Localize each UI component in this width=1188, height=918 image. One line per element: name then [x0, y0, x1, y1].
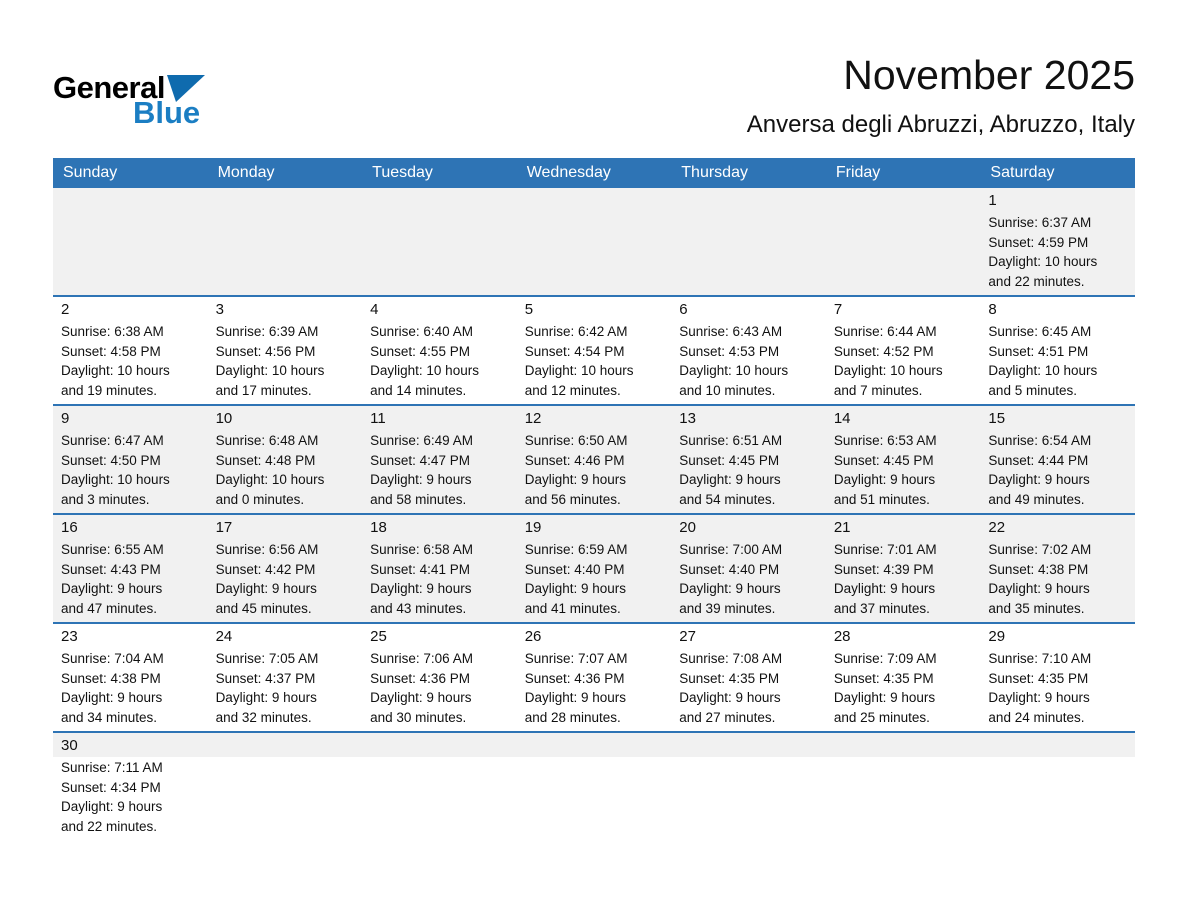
sunrise-line: Sunrise: 6:45 AM: [988, 324, 1092, 339]
daylight-line: Daylight: 10 hours: [61, 472, 170, 487]
weekday-header-cell: Sunday: [63, 164, 118, 181]
sunrise-line: Sunrise: 6:50 AM: [524, 433, 628, 448]
daylight-minutes-line: and 39 minutes.: [679, 600, 776, 616]
sunrise-line: Sunrise: 6:58 AM: [370, 542, 473, 557]
sunset-line: Sunset: 4:34 PM: [61, 779, 161, 795]
empty-day-cell: [53, 188, 208, 295]
daylight-minutes-line: and 47 minutes.: [61, 600, 158, 616]
daylight-line: Daylight: 9 hours: [524, 690, 627, 705]
sunset-line: Sunset: 4:35 PM: [679, 670, 780, 686]
sunrise-line: Sunrise: 7:07 AM: [524, 651, 628, 666]
day-cell: [208, 515, 363, 622]
empty-day-cell: [671, 188, 826, 295]
weekday-header-cell: Saturday: [990, 164, 1055, 181]
sunrise-line: Sunrise: 6:40 AM: [370, 324, 473, 339]
day-cell: [671, 515, 826, 622]
daylight-line: Daylight: 9 hours: [61, 690, 163, 705]
day-cell: [362, 406, 517, 513]
sunrise-line: Sunrise: 6:44 AM: [833, 324, 937, 339]
sunset-line: Sunset: 4:35 PM: [988, 670, 1089, 686]
daylight-line: Daylight: 10 hours: [215, 363, 325, 378]
daylight-minutes-line: and 5 minutes.: [988, 382, 1077, 398]
page-header: [53, 0, 1135, 158]
sunrise-line: Sunrise: 7:11 AM: [61, 760, 163, 775]
sunset-line: Sunset: 4:45 PM: [679, 452, 780, 468]
daylight-line: Daylight: 10 hours: [988, 363, 1098, 378]
sunrise-line: Sunrise: 7:01 AM: [833, 542, 937, 557]
sunset-line: Sunset: 4:38 PM: [61, 670, 161, 686]
sunrise-line: Sunrise: 6:55 AM: [61, 542, 164, 557]
day-cell: [362, 297, 517, 404]
day-cell: [980, 406, 1135, 513]
sunrise-line: Sunrise: 6:48 AM: [215, 433, 319, 448]
daylight-line: Daylight: 10 hours: [988, 254, 1098, 269]
sunrise-line: Sunrise: 6:47 AM: [61, 433, 164, 448]
sunset-line: Sunset: 4:44 PM: [988, 452, 1089, 468]
day-cell: [53, 733, 208, 853]
daylight-line: Daylight: 9 hours: [370, 581, 472, 596]
daylight-line: Daylight: 9 hours: [679, 472, 781, 487]
day-number: 3: [215, 301, 224, 318]
daylight-line: Daylight: 10 hours: [61, 363, 170, 378]
sunset-line: Sunset: 4:39 PM: [833, 561, 934, 577]
daylight-minutes-line: and 56 minutes.: [524, 491, 621, 507]
sunset-line: Sunset: 4:42 PM: [215, 561, 316, 577]
day-number: 19: [524, 519, 542, 536]
day-cell: [517, 406, 672, 513]
daylight-line: Daylight: 9 hours: [988, 472, 1090, 487]
daylight-minutes-line: and 3 minutes.: [61, 491, 150, 507]
daylight-line: Daylight: 9 hours: [833, 581, 936, 596]
day-number: 13: [679, 410, 696, 427]
calendar-grid: [53, 158, 1135, 853]
day-cell: [53, 406, 208, 513]
sunrise-line: Sunrise: 7:05 AM: [215, 651, 319, 666]
daylight-line: Daylight: 9 hours: [679, 690, 781, 705]
daylight-line: Daylight: 10 hours: [370, 363, 479, 378]
day-number: 30: [61, 737, 78, 754]
day-cell: [53, 515, 208, 622]
daylight-line: Daylight: 9 hours: [833, 690, 936, 705]
day-cell: [980, 188, 1135, 295]
day-number: 20: [679, 519, 696, 536]
sunset-line: Sunset: 4:36 PM: [524, 670, 625, 686]
day-number: 8: [988, 301, 997, 318]
sunrise-line: Sunrise: 6:49 AM: [370, 433, 473, 448]
day-cell: [826, 297, 981, 404]
day-number: 11: [370, 410, 386, 427]
daylight-minutes-line: and 58 minutes.: [370, 491, 467, 507]
daylight-minutes-line: and 37 minutes.: [833, 600, 930, 616]
empty-day-cell: [517, 733, 672, 853]
sunrise-line: Sunrise: 6:59 AM: [524, 542, 628, 557]
sunset-line: Sunset: 4:55 PM: [370, 343, 470, 359]
empty-day-cell: [517, 188, 672, 295]
daylight-minutes-line: and 30 minutes.: [370, 709, 467, 725]
day-number: 26: [524, 628, 542, 645]
sunrise-line: Sunrise: 6:37 AM: [988, 215, 1092, 230]
sunrise-line: Sunrise: 6:39 AM: [215, 324, 319, 339]
day-number: 1: [988, 192, 997, 209]
sunrise-line: Sunrise: 7:10 AM: [988, 651, 1092, 666]
daylight-line: Daylight: 9 hours: [370, 472, 472, 487]
sunrise-line: Sunrise: 7:08 AM: [679, 651, 783, 666]
day-cell: [671, 624, 826, 731]
day-number: 10: [215, 410, 233, 427]
daylight-minutes-line: and 27 minutes.: [679, 709, 776, 725]
sunrise-line: Sunrise: 6:43 AM: [679, 324, 783, 339]
daylight-line: Daylight: 9 hours: [61, 799, 163, 814]
day-cell: [671, 406, 826, 513]
daylight-minutes-line: and 22 minutes.: [61, 818, 158, 834]
daylight-minutes-line: and 51 minutes.: [833, 491, 930, 507]
daylight-line: Daylight: 9 hours: [215, 690, 317, 705]
daylight-minutes-line: and 54 minutes.: [679, 491, 776, 507]
sunrise-line: Sunrise: 6:53 AM: [833, 433, 937, 448]
day-cell: [826, 406, 981, 513]
empty-day-cell: [208, 733, 363, 853]
sunset-line: Sunset: 4:53 PM: [679, 343, 780, 359]
daylight-line: Daylight: 9 hours: [988, 581, 1090, 596]
sunrise-line: Sunrise: 6:54 AM: [988, 433, 1092, 448]
weekday-header-cell: Thursday: [681, 164, 748, 181]
day-number: 24: [215, 628, 233, 645]
sunset-line: Sunset: 4:41 PM: [370, 561, 470, 577]
empty-day-cell: [980, 733, 1135, 853]
daylight-line: Daylight: 10 hours: [215, 472, 325, 487]
day-number: 29: [988, 628, 1006, 645]
weekday-header-cell: Monday: [217, 164, 275, 181]
sunset-line: Sunset: 4:52 PM: [833, 343, 934, 359]
day-number: 2: [61, 301, 70, 318]
sunset-line: Sunset: 4:40 PM: [679, 561, 780, 577]
daylight-minutes-line: and 25 minutes.: [833, 709, 930, 725]
daylight-minutes-line: and 17 minutes.: [215, 382, 312, 398]
day-number: 22: [988, 519, 1006, 536]
day-number: 21: [833, 519, 851, 536]
week-row: [53, 731, 1135, 853]
day-cell: [517, 515, 672, 622]
page-title: November 2025: [843, 52, 1135, 98]
sunset-line: Sunset: 4:37 PM: [215, 670, 316, 686]
daylight-minutes-line: and 10 minutes.: [679, 382, 776, 398]
day-number: 7: [833, 301, 843, 318]
week-row: [53, 188, 1135, 295]
sunset-line: Sunset: 4:56 PM: [215, 343, 316, 359]
sunset-line: Sunset: 4:45 PM: [833, 452, 934, 468]
day-number: 25: [370, 628, 387, 645]
weekday-header-cell: Tuesday: [372, 164, 433, 181]
day-cell: [671, 297, 826, 404]
weeks-container: [53, 188, 1135, 853]
daylight-minutes-line: and 24 minutes.: [988, 709, 1085, 725]
sunrise-line: Sunrise: 7:02 AM: [988, 542, 1092, 557]
sunrise-line: Sunrise: 6:51 AM: [679, 433, 783, 448]
sunrise-line: Sunrise: 7:04 AM: [61, 651, 164, 666]
day-cell: [980, 515, 1135, 622]
day-number: 4: [370, 301, 379, 318]
empty-day-cell: [362, 188, 517, 295]
sunrise-line: Sunrise: 6:56 AM: [215, 542, 319, 557]
day-number: 17: [215, 519, 233, 536]
daylight-minutes-line: and 14 minutes.: [370, 382, 467, 398]
daylight-minutes-line: and 34 minutes.: [61, 709, 158, 725]
day-cell: [517, 297, 672, 404]
daylight-minutes-line: and 19 minutes.: [61, 382, 158, 398]
daylight-line: Daylight: 9 hours: [61, 581, 163, 596]
day-number: 15: [988, 410, 1006, 427]
sunrise-line: Sunrise: 7:00 AM: [679, 542, 783, 557]
sunset-line: Sunset: 4:48 PM: [215, 452, 316, 468]
day-cell: [53, 297, 208, 404]
daylight-minutes-line: and 7 minutes.: [833, 382, 923, 398]
sunset-line: Sunset: 4:46 PM: [524, 452, 625, 468]
empty-day-cell: [826, 733, 981, 853]
daylight-line: Daylight: 9 hours: [215, 581, 317, 596]
sunset-line: Sunset: 4:59 PM: [988, 234, 1089, 250]
day-number: 9: [61, 410, 70, 427]
daylight-line: Daylight: 9 hours: [524, 581, 627, 596]
day-number: 27: [679, 628, 696, 645]
sunrise-line: Sunrise: 6:42 AM: [524, 324, 628, 339]
week-row: [53, 295, 1135, 404]
sunset-line: Sunset: 4:40 PM: [524, 561, 625, 577]
title-block: [747, 54, 1135, 139]
sunrise-line: Sunrise: 6:38 AM: [61, 324, 164, 339]
daylight-line: Daylight: 9 hours: [679, 581, 781, 596]
sunset-line: Sunset: 4:50 PM: [61, 452, 161, 468]
daylight-line: Daylight: 10 hours: [524, 363, 634, 378]
sunset-line: Sunset: 4:43 PM: [61, 561, 161, 577]
day-number: 18: [370, 519, 387, 536]
daylight-minutes-line: and 49 minutes.: [988, 491, 1085, 507]
empty-day-cell: [362, 733, 517, 853]
weekday-header-cell: Friday: [835, 164, 881, 181]
sunset-line: Sunset: 4:36 PM: [370, 670, 470, 686]
sunset-line: Sunset: 4:38 PM: [988, 561, 1089, 577]
day-cell: [980, 297, 1135, 404]
day-number: 16: [61, 519, 78, 536]
day-cell: [362, 515, 517, 622]
weekday-header-row: [53, 158, 1135, 188]
day-number: 23: [61, 628, 78, 645]
empty-day-cell: [826, 188, 981, 295]
sunset-line: Sunset: 4:58 PM: [61, 343, 161, 359]
day-number: 12: [524, 410, 542, 427]
daylight-line: Daylight: 10 hours: [833, 363, 943, 378]
daylight-line: Daylight: 9 hours: [988, 690, 1090, 705]
daylight-line: Daylight: 9 hours: [524, 472, 627, 487]
day-cell: [517, 624, 672, 731]
daylight-minutes-line: and 12 minutes.: [524, 382, 621, 398]
daylight-minutes-line: and 43 minutes.: [370, 600, 467, 616]
day-cell: [826, 624, 981, 731]
general-blue-logo: [53, 70, 205, 130]
day-cell: [362, 624, 517, 731]
day-number: 14: [833, 410, 851, 427]
sunrise-line: Sunrise: 7:09 AM: [833, 651, 937, 666]
sunrise-line: Sunrise: 7:06 AM: [370, 651, 473, 666]
daylight-minutes-line: and 41 minutes.: [524, 600, 621, 616]
day-number: 28: [833, 628, 851, 645]
day-cell: [980, 624, 1135, 731]
day-cell: [826, 515, 981, 622]
logo-text-general: General: [53, 70, 165, 105]
empty-day-cell: [208, 188, 363, 295]
empty-day-cell: [671, 733, 826, 853]
daylight-minutes-line: and 35 minutes.: [988, 600, 1085, 616]
location-subtitle: Anversa degli Abruzzi, Abruzzo, Italy: [746, 111, 1135, 139]
day-cell: [208, 406, 363, 513]
day-number: 6: [679, 301, 688, 318]
daylight-minutes-line: and 32 minutes.: [215, 709, 312, 725]
daylight-minutes-line: and 22 minutes.: [988, 273, 1085, 289]
sunset-line: Sunset: 4:47 PM: [370, 452, 470, 468]
sunset-line: Sunset: 4:35 PM: [833, 670, 934, 686]
daylight-minutes-line: and 0 minutes.: [215, 491, 305, 507]
day-number: 5: [524, 301, 534, 318]
daylight-minutes-line: and 28 minutes.: [524, 709, 621, 725]
day-cell: [208, 624, 363, 731]
logo-text-blue: Blue: [133, 95, 201, 130]
sunset-line: Sunset: 4:51 PM: [988, 343, 1089, 359]
daylight-minutes-line: and 45 minutes.: [215, 600, 312, 616]
day-cell: [208, 297, 363, 404]
daylight-line: Daylight: 9 hours: [833, 472, 936, 487]
sunset-line: Sunset: 4:54 PM: [524, 343, 625, 359]
daylight-line: Daylight: 10 hours: [679, 363, 789, 378]
week-row: [53, 513, 1135, 622]
week-row: [53, 622, 1135, 731]
weekday-header-cell: Wednesday: [526, 164, 611, 181]
day-cell: [53, 624, 208, 731]
week-row: [53, 404, 1135, 513]
daylight-line: Daylight: 9 hours: [370, 690, 472, 705]
